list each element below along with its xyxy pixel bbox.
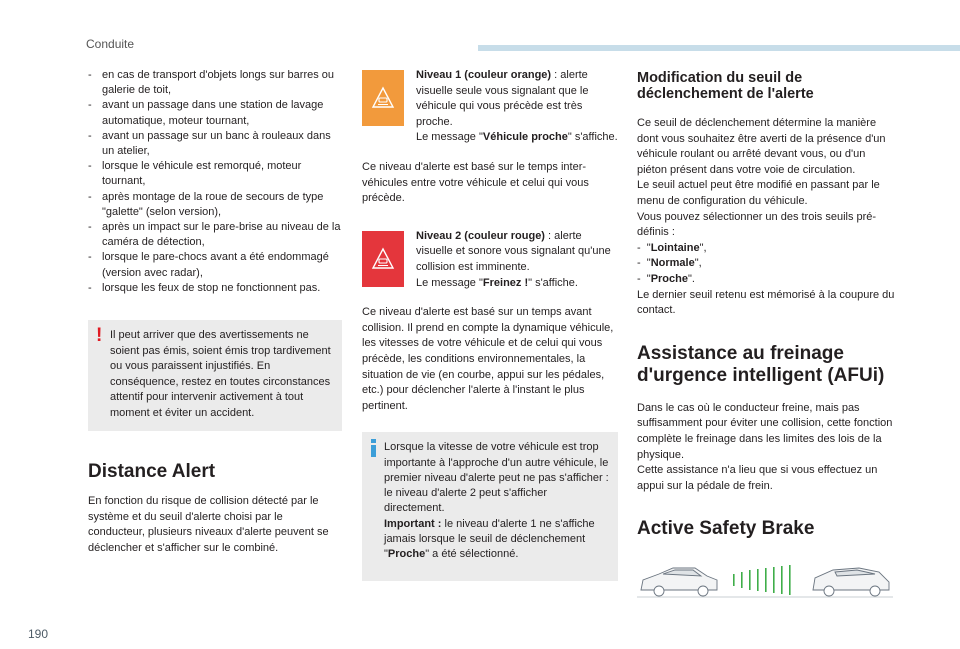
afu-text: Dans le cas où le conducteur freine, mais pas suffisamment pour éviter une collision, cette fonction complète le freinage dans les limites des lois de la physique. Cette assistance n'a lieu que si vous effectuez un appui sur la pédale de frein. xyxy=(637,401,893,492)
list-item: - lorsque les feux de stop ne fonctionnent pas. xyxy=(88,281,321,294)
afu-title: Assistance au freinage d'urgence intelligent (AFUi) xyxy=(637,342,885,386)
threshold-option: Lointaine xyxy=(650,241,700,254)
threshold-title: Modification du seuil de déclenchement de l'alerte xyxy=(637,70,814,102)
collision-warning-red-icon xyxy=(362,231,404,287)
column-3 xyxy=(637,68,895,540)
page-number: 190 xyxy=(28,627,49,641)
conditions-list xyxy=(88,68,342,296)
section-header: Conduite xyxy=(86,37,135,51)
warning-box xyxy=(88,320,342,431)
column-2 xyxy=(362,68,618,581)
threshold-text: Ce seuil de déclenchement détermine la manière dont vous souhaitez être averti de la présence d'un véhicule roulant ou arrêté devant vous, ou d'un piéton présent dans votre voie de circulation. Le seuil actuel peut être modifié en passant par le menu de configuration du véhicule. Vous pouvez sélectionner un des trois seuils pré-définis : - "Lointaine", - "Normale", - "Proche". Le dernier seuil retenu est mémorisé à la coupure du contact. xyxy=(637,117,895,317)
list-item: - en cas de transport d'objets longs sur barres ou galerie de toit, xyxy=(88,69,335,97)
list-item: - lorsque le véhicule est remorqué, moteur tournant, xyxy=(88,160,302,188)
warning-text: Il peut arriver que des avertissements ne soient pas émis, soient émis trop tardivement ou vous paraissent injustifiés. En conséquence, restez en toutes circonstances attentif pour intervenir activement à tout moment et éviter un accident. xyxy=(110,329,331,419)
column-1 xyxy=(88,68,342,556)
list-item: - après montage de la roue de secours de type "galette" (selon version), xyxy=(88,190,324,218)
list-item: - après un impact sur le pare-brise au niveau de la caméra de détection, xyxy=(88,221,341,249)
list-item: - avant un passage sur un banc à rouleaux dans un atelier, xyxy=(88,129,331,158)
threshold-option: Normale xyxy=(650,257,695,270)
info-icon xyxy=(370,439,376,457)
threshold-option: Proche xyxy=(650,272,688,285)
list-item: - avant un passage dans une station de lavage automatique, moteur tournant, xyxy=(88,99,324,127)
info-box: Lorsque la vitesse de votre véhicule est trop importante à l'approche d'un autre véhicule, le premier niveau d'alerte peut ne pas s'afficher : le niveau d'alerte 2 peut s'afficher directement. Important : le niveau d'alerte 1 ne s'affiche jamais lorsque le seuil de déclenchement "Proche" a été sélectionné. xyxy=(362,432,618,580)
collision-warning-orange-icon xyxy=(362,70,404,126)
level-2-block: Niveau 2 (couleur rouge) : alerte visuelle et sonore vous signalant qu'une collision est imminente. Le message "Freinez !" s'affiche. xyxy=(362,229,618,291)
level-1-description: Ce niveau d'alerte est basé sur le temps inter-véhicules entre votre véhicule et celui qui vous précède. xyxy=(362,160,589,205)
warning-icon: ! xyxy=(96,325,103,347)
distance-alert-text: En fonction du risque de collision détecté par le système et du seuil d'alerte choisi par le conducteur, plusieurs niveaux d'alerte peuvent se déclencher et s'afficher sur le combiné. xyxy=(88,495,329,554)
level-1-block: Niveau 1 (couleur orange) : alerte visuelle seule vous signalant que le véhicule qui vous précède est très proche. Le message "Véhicule proche" s'affiche. xyxy=(362,68,618,146)
list-item: - lorsque le pare-chocs avant a été endommagé (version avec radar), xyxy=(88,251,329,279)
distance-alert-title: Distance Alert xyxy=(88,461,216,483)
car-detection-illustration xyxy=(637,556,893,600)
header-bar xyxy=(478,45,960,51)
active-safety-brake-title: Active Safety Brake xyxy=(637,518,815,540)
level-2-description: Ce niveau d'alerte est basé sur un temps avant collision. Il prend en compte la dynamique véhicule, les vitesses de votre véhicule et de celui qui vous précède, les conditions environnementales, la situation de vie (en courbe, appui sur les pédales, etc.) pour déclencher l'alerte à l'instant le plus pertinent. xyxy=(362,306,614,412)
